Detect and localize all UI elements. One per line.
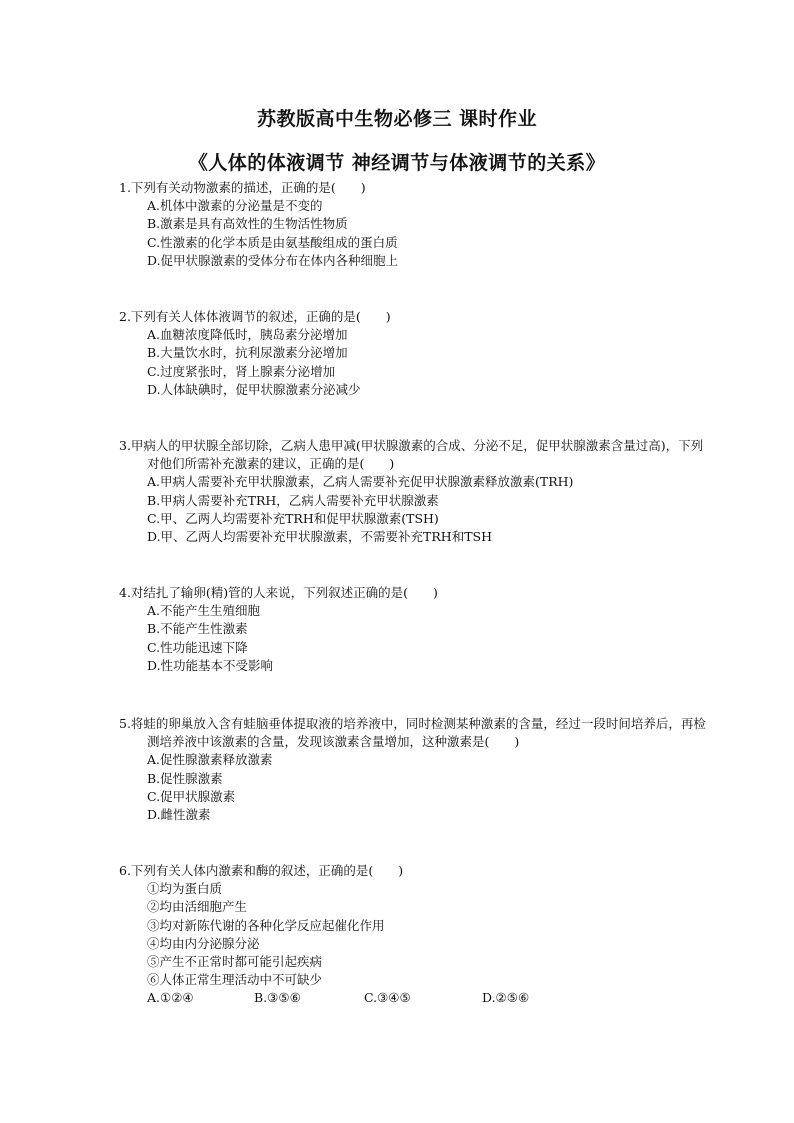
option-b: B.甲病人需要补充TRH，乙病人需要补充甲状腺激素 xyxy=(147,492,439,508)
question-stem: 2.下列有关人体体液调节的叙述，正确的是( ) xyxy=(119,309,391,324)
option-a: A.机体中激素的分泌量是不变的 xyxy=(147,198,323,214)
question-stem: 6.下列有关人体内激素和酶的叙述，正确的是( ) xyxy=(119,863,404,878)
option-b: B.大量饮水时，抗利尿激素分泌增加 xyxy=(147,345,348,361)
option-d: D.促甲状腺激素的受体分布在体内各种细胞上 xyxy=(147,252,399,268)
document-subtitle: 《人体的体液调节 神经调节与体液调节的关系》 xyxy=(188,152,606,174)
option-c: C.过度紧张时，肾上腺素分泌增加 xyxy=(147,363,336,379)
question-stem: 5.将蛙的卵巢放入含有蛙脑垂体提取液的培养液中，同时检测某种激素的含量，经过一段时间培养后，再检测培养液中该激素的含量，发现该激素含量增加，这种激素是( ) xyxy=(119,716,706,750)
question-2 xyxy=(119,308,709,399)
question-1 xyxy=(119,179,709,270)
choice-c: C.③④⑤ xyxy=(364,990,411,1006)
statement-1: ①均为蛋白质 xyxy=(147,881,223,897)
question-stem: 1.下列有关动物激素的描述，正确的是( ) xyxy=(119,180,366,195)
choice-row xyxy=(119,989,709,1007)
option-b: B.激素是具有高效性的生物活性物质 xyxy=(147,216,348,232)
option-a: A.不能产生生殖细胞 xyxy=(147,603,261,619)
option-d: D.性功能基本不受影响 xyxy=(147,657,274,673)
option-d: D.雌性激素 xyxy=(147,807,211,823)
option-d: D.甲、乙两人均需要补充甲状腺激素，不需要补充TRH和TSH xyxy=(147,529,493,545)
statement-4: ④均由内分泌腺分泌 xyxy=(147,935,260,951)
statement-2: ②均由活细胞产生 xyxy=(147,899,248,915)
question-stem: 4.对结扎了输卵(精)管的人来说，下列叙述正确的是( ) xyxy=(119,585,438,600)
statement-5: ⑤产生不正常时都可能引起疾病 xyxy=(147,954,323,970)
option-b: B.不能产生性激素 xyxy=(147,621,248,637)
option-a: A.血糖浓度降低时，胰岛素分泌增加 xyxy=(147,327,348,343)
question-stem: 3.甲病人的甲状腺全部切除，乙病人患甲减(甲状腺激素的合成、分泌不足，促甲状腺激素含量过高)，下列对他们所需补充激素的建议，正确的是( ) xyxy=(119,438,704,472)
option-a: A.甲病人需要补充甲状腺激素，乙病人需要补充促甲状腺激素释放激素(TRH) xyxy=(147,474,574,490)
option-a: A.促性腺激素释放激素 xyxy=(147,752,273,768)
choice-b: B.③⑤⑥ xyxy=(254,990,301,1006)
question-4 xyxy=(119,584,709,675)
question-3 xyxy=(119,437,709,546)
question-5 xyxy=(119,715,709,824)
statement-3: ③均对新陈代谢的各种化学反应起催化作用 xyxy=(147,917,385,933)
question-6 xyxy=(119,862,709,1008)
option-c: C.性功能迅速下降 xyxy=(147,639,248,655)
choice-a: A.①②④ xyxy=(147,990,194,1006)
choice-d: D.②⑤⑥ xyxy=(482,990,530,1006)
option-b: B.促性腺激素 xyxy=(147,770,223,786)
option-d: D.人体缺碘时，促甲状腺激素分泌减少 xyxy=(147,381,361,397)
option-c: C.性激素的化学本质是由氨基酸组成的蛋白质 xyxy=(147,234,398,250)
statement-6: ⑥人体正常生理活动中不可缺少 xyxy=(147,972,323,988)
document-title: 苏教版高中生物必修三 课时作业 xyxy=(256,108,538,130)
option-c: C.甲、乙两人均需要补充TRH和促甲状腺激素(TSH) xyxy=(147,510,439,526)
option-c: C.促甲状腺激素 xyxy=(147,788,236,804)
